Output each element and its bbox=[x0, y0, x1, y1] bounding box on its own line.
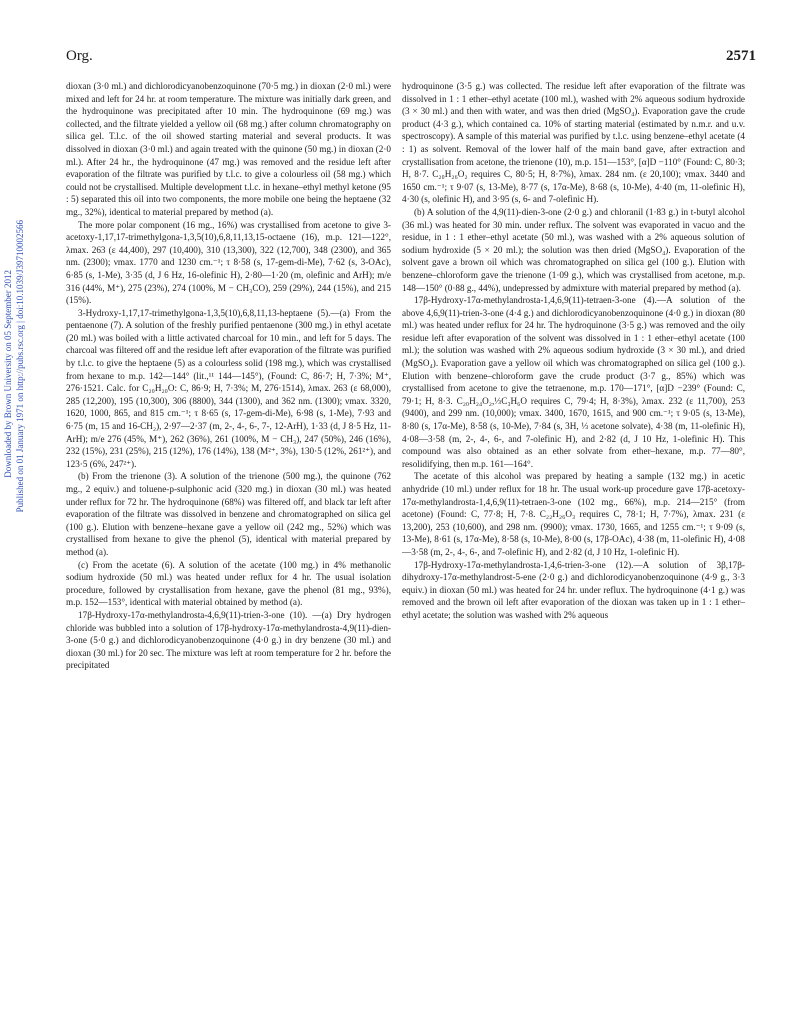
paragraph: (b) A solution of the 4,9(11)-dien-3-one (2·0 g.) and chloranil (1·83 g.) in t-butyl alcohol (36 ml.) was heated for 30 min. under reflux. The solvent was evaporated in vacuo and the residue, in 1 : 1 ether–ethyl acetate (50 ml.), was washed with a 2% aqueous solution of sodium hydroxide (5 × 20 ml.); the solution was then dried (MgSO₄). Evaporation of the solvent gave a brown oil which was chromatographed on silica gel (100 g.). Elution with benzene–chloroform gave the trienone (1·09 g.), which was crystallised from acetone, m.p. 148—150° (0·88 g., 44%), undepressed by admixture with material prepared by method (a). bbox=[402, 206, 745, 293]
journal-section: Org. bbox=[66, 48, 93, 64]
left-column bbox=[66, 80, 391, 672]
paragraph: 17β-Hydroxy-17α-methylandrosta-1,4,6-trien-3-one (12).—A solution of 3β,17β-dihydroxy-17α-methylandrost-5-ene (2·0 g.) and dichlorodicyanobenzoquinone (4·9 g., 3·3 equiv.) in dioxan (50 ml.) was heated for 24 hr. under reflux. The hydroquinone (4·1 g.) was removed and the brown oil left after evaporation of the dioxan was taken up in 1 : 1 ether–ethyl acetate; the solution was washed with 2% aqueous bbox=[402, 559, 745, 620]
paragraph: The acetate of this alcohol was prepared by heating a sample (132 mg.) in acetic anhydride (10 ml.) under reflux for 18 hr. The usual work-up procedure gave 17β-acetoxy-17α-methylandrosta-1,4,6,9(11)-tetraen-3-one (102 mg., 66%), m.p. 214—215° (from acetone) (Found: C, 77·8; H, 7·8. C₂₂H₂₆O₃ requires C, 78·1; H, 7·7%), λmax. 231 (ε 13,200), 253 (10,600), and 298 nm. (9900); νmax. 1730, 1665, and 1255 cm.⁻¹; τ 9·09 (s, 13-Me), 8·61 (s, 17α-Me), 8·58 (s, 10-Me), 8·00 (s, 17β-OAc), 4·38 (m, 11-olefinic H), 4·08—3·58 (m, 2-, 4-, 6-, and 7-olefinic H), and 2·82 (d, J 10 Hz, 1-olefinic H). bbox=[402, 471, 745, 557]
paragraph: 17β-Hydroxy-17α-methylandrosta-4,6,9(11)-trien-3-one (10). —(a) Dry hydrogen chloride was bubbled into a solution of 17β-hydroxy-17α-methylandrosta-4,9(11)-dien-3-one (5·0 g.) and dichlorodicyanobenzoquinone (4·0 g.) in dry benzene (30 ml.) and dioxan (30 ml.) for 20 sec. The mixture was left at room temperature for 2 hr. before the precipitated bbox=[66, 609, 391, 671]
publication-notice[interactable]: Published on 01 January 1971 on http://pubs.rsc.org | doi:10.1039/J39710002566 bbox=[15, 220, 25, 513]
paragraph: (b) From the trienone (3). A solution of the trienone (500 mg.), the quinone (762 mg., 2 equiv.) and toluene-p-sulphonic acid (320 mg.) in dioxan (30 ml.) was heated under reflux for 72 hr. The hydroquinone (68%) was filtered off, and black tar left after evaporation of the filtrate was dissolved in benzene and chromatographed on silica gel (100 g.). Elution with benzene–hexane gave a yellow oil (242 mg., 52%) which was crystallised from hexane to give the phenol (5), identical with material prepared by method (a). bbox=[66, 471, 391, 557]
paragraph: 17β-Hydroxy-17α-methylandrosta-1,4,6,9(11)-tetraen-3-one (4).—A solution of the above 4,6,9(11)-trien-3-one (4·4 g.) and dichlorodicyanobenzoquinone (4·0 g.) in dioxan (80 ml.) was heated under reflux for 24 hr. The hydroquinone (3·5 g.) was removed and the oily residue left after evaporation of the solvent was dissolved in 1 : 1 ether–ethyl acetate (100 ml.); the solution was washed with 2% aqueous sodium hydroxide (3 × 30 ml.), and dried (MgSO₄). Evaporation gave a yellow oil which was chromatographed on silica gel (100 g.). Elution with benzene–chloroform gave the crude product (3·7 g., 85%) which was crystallised from acetone to give the tetraenone, m.p. 170—171°, [α]D −239° (Found: C, 79·1; H, 8·3. C₂₀H₂₄O₂,⅓C₃H₆O requires C, 79·4; H, 8·3%), λmax. 232 (ε 11,700), 253 (9400), and 299 nm. (10,000); νmax. 3400, 1670, 1615, and 900 cm.⁻¹; τ 9·05 (s, 13-Me), 8·80 (s, 17α-Me), 8·58 (s, 10-Me), 7·84 (s, 3H, ⅓ acetone solvate), 4·38 (m, 11-olefinic H), 4·08—3·58 (m, 2-, 4-, 6-, and 7-olefinic H), and 2·82 (d, J 10 Hz, 1-olefinic H). This compound was also obtained as an ether solvate from ether–hexane, m.p. 77—80°, resolidifying, then m.p. 161—164°. bbox=[402, 295, 745, 469]
paragraph: hydroquinone (3·5 g.) was collected. The residue left after evaporation of the filtrate was dissolved in 1 : 1 ether–ethyl acetate (100 ml.), washed with 2% aqueous sodium hydroxide (3 × 30 ml.) and then with water, and was then dried (MgSO₄). Evaporation gave the crude product (4·3 g.), which contained ca. 10% of starting material (estimated by n.m.r. and u.v. spectroscopy). A sample of this material was purified by t.l.c. using benzene–ethyl acetate (4 : 1) as solvent. Removal of the lower half of the main band gave, after extraction and crystallisation from acetone, the trienone (10), m.p. 151—153°, [α]D −110° (Found: C, 80·3; H, 8·7. C₂₀H₂₆O₂ requires C, 80·5; H, 8·7%), λmax. 284 nm. (ε 20,100); νmax. 3440 and 1650 cm.⁻¹; τ 9·07 (s, 13-Me), 8·77 (s, 17α-Me), 8·68 (s, 10-Me), 4·40 (m, 11-olefinic H), 4·30 (s, olefinic H), and 3·95 (s, 6- and 7-olefinic H). bbox=[402, 81, 745, 205]
right-column bbox=[402, 80, 745, 622]
page-number: 2571 bbox=[726, 48, 756, 64]
paragraph: (c) From the acetate (6). A solution of the acetate (100 mg.) in 4% methanolic sodium hydroxide (50 ml.) was heated under reflux for 4 hr. The usual isolation procedure, followed by crystallisation from hexane, gave the phenol (81 mg., 93%), m.p. 152—153°, identical with material obtained by method (a). bbox=[66, 559, 391, 608]
paragraph: The more polar component (16 mg., 16%) was crystallised from acetone to give 3-acetoxy-1,17,17-trimethylgona-1,3,5(10),6,8,11,13,15-octaene (16), m.p. 121—122°, λmax. 263 (ε 44,400), 297 (10,400), 310 (13,300), 322 (12,700), 348 (2300), and 365 nm. (2300); νmax. 1770 and 1230 cm.⁻¹; τ 8·58 (s, 17-gem-di-Me), 7·62 (s, 3-OAc), 6·85 (s, 1-Me), 3·35 (d, J 6 Hz, 16-olefinic H), 2·80—1·20 (m, olefinic and ArH); m/e 316 (44%, M⁺), 275 (23%), 274 (100%, M − CH₃CO), 259 (29%), 244 (15%), and 215 (15%). bbox=[66, 219, 391, 306]
download-notice[interactable]: Downloaded by Brown University on 05 September 2012 bbox=[3, 270, 13, 478]
paragraph: 3-Hydroxy-1,17,17-trimethylgona-1,3,5(10),6,8,11,13-heptaene (5).—(a) From the pentaenone (7). A solution of the freshly purified pentaenone (300 mg.) in ethyl acetate (20 ml.) was boiled with a little activated charcoal for 10 min., and left for 5 days. The charcoal was filtered off and the residue left after evaporation of the filtrate was purified by t.l.c. to give the heptaene (5) as a colourless solid (198 mg.), which was crystallised from hexane to m.p. 142—144° (lit.,¹¹ 144—145°), (Found: C, 86·7; H, 7·3%; M⁺, 276·1521. Calc. for C₂₀H₂₀O: C, 86·9; H, 7·3%; M, 276·1514), λmax. 263 (ε 68,000), 285 (12,200), 195 (10,300), 306 (8800), 344 (1300), and 362 nm. (1300); νmax. 3320, 1620, 1000, 865, and 815 cm.⁻¹; τ 8·65 (s, 17-gem-di-Me), 6·98 (s, 1-Me), 7·93 and 6·75 (m, 15 and 16-CH₂), 2·97—2·37 (m, 2-, 4-, 6-, 7-, 12-ArH), 1·33 (d, J 8·5 Hz, 11-ArH); m/e 276 (45%, M⁺), 262 (36%), 261 (100%, M − CH₃), 247 (50%), 246 (16%), 232 (15%), 231 (25%), 215 (12%), 176 (14%), 138 (M²⁺, 3%), 130·5 (12%, 261²⁺), and 123·5 (6%, 247²⁺). bbox=[66, 307, 391, 469]
paragraph: dioxan (3·0 ml.) and dichlorodicyanobenzoquinone (70·5 mg.) in dioxan (2·0 ml.) were mixed and left for 24 hr. at room temperature. The mixture was initially dark green, and the hydroquinone was precipitated after 10 min. The hydroquinone (69 mg.) was collected, and the filtrate yielded a yellow oil (68 mg.) after column chromatography on silica gel. T.l.c. of the oil showed starting material and several products. It was dissolved in dioxan (3·0 ml.) and again treated with the quinone (50 mg.) in dioxan (2·0 ml.). After 24 hr., the hydroquinone (47 mg.) was removed and the residue left after evaporation of the filtrate was purified by t.l.c. to give a colourless oil (58 mg.) which could not be crystallised. Multiple development t.l.c. in hexane–ethyl methyl ketone (95 : 5) separated this oil into two components, the more mobile one being the heptaene (32 mg., 32%), identical to material prepared by method (a). bbox=[66, 81, 391, 217]
